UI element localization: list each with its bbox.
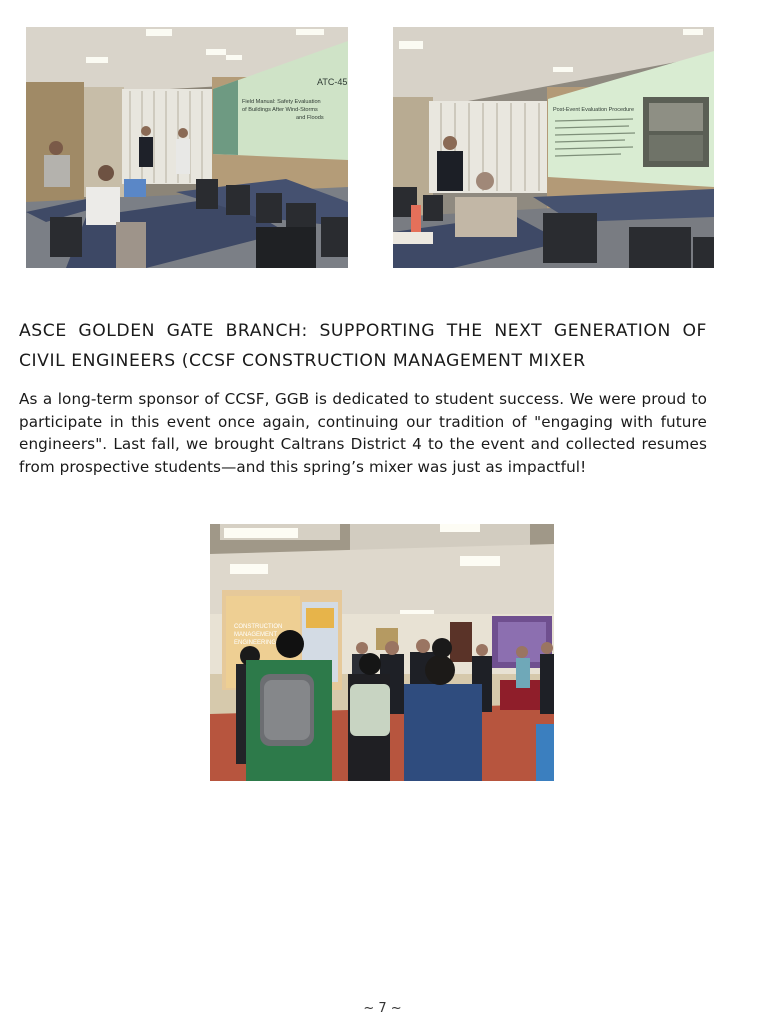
slide-subtitle-3: and Floods xyxy=(296,115,324,121)
screen-line-2: MANAGEMENT xyxy=(234,632,278,638)
slide-heading: Post-Event Evaluation Procedure xyxy=(553,107,635,113)
slide-title: ATC-45 xyxy=(317,77,348,87)
seminar-photo-right xyxy=(393,27,714,268)
mixer-photo xyxy=(210,524,554,781)
article-heading: ASCE GOLDEN GATE BRANCH: SUPPORTING THE NEXT GENERATION OF CIVIL ENGINEERS (CCSF CONSTRUCTION MANAGEMENT MIXER xyxy=(19,321,707,371)
seminar-photo-left xyxy=(26,27,348,268)
article-body: As a long-term sponsor of CCSF, GGB is dedicated to student success. We were proud to participate in this event once again, continuing our tradition of "engaging with future engineers". Last fall, we brought Caltrans District 4 to the event and collected resumes from prospective students—and this spring’s mixer was just as impactful! xyxy=(19,390,707,476)
page-number: ~ 7 ~ xyxy=(363,1001,402,1016)
slide-subtitle-1: Field Manual: Safety Evaluation xyxy=(242,99,321,105)
slide-subtitle-2: of Buildings After Wind-Storms xyxy=(242,107,318,113)
screen-line-1: CONSTRUCTION xyxy=(234,624,283,630)
screen-line-3: ENGINEERING xyxy=(234,640,277,646)
